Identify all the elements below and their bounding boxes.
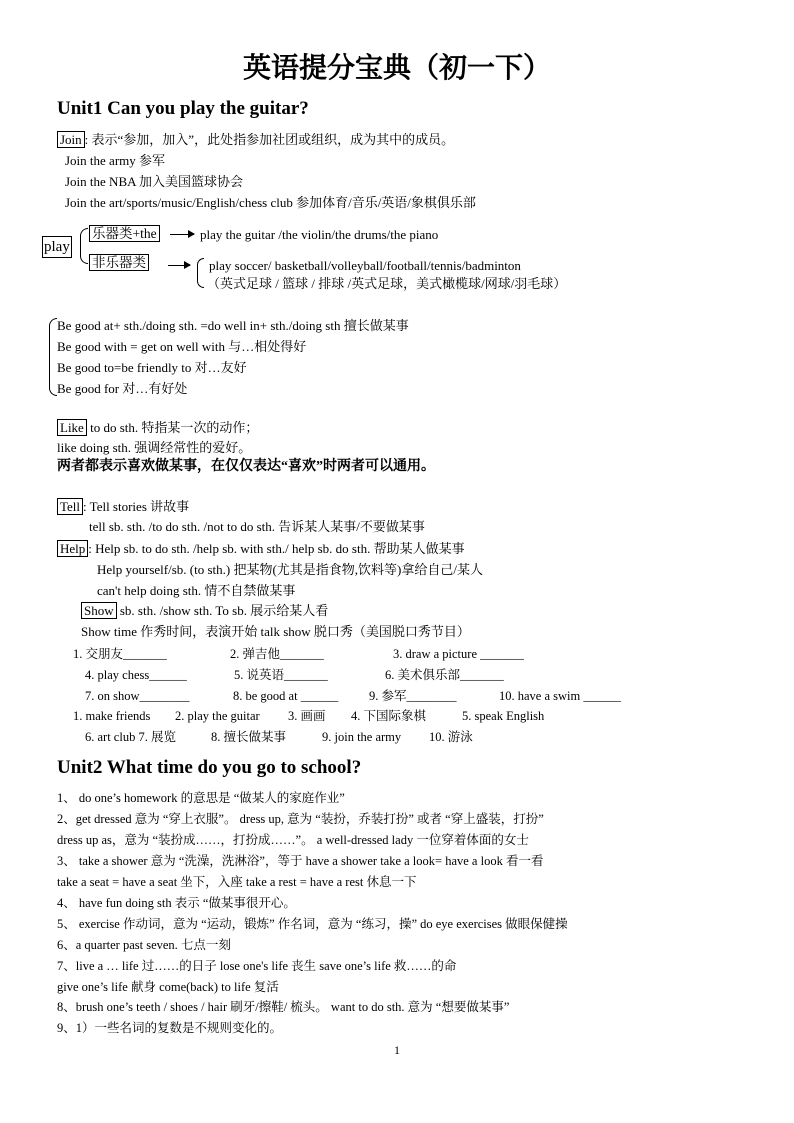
exercise-item: 9. 参军________: [369, 689, 457, 703]
be-good-brace: [49, 318, 57, 396]
join-example-3: Join the art/sports/music/English/chess club 参加体育/音乐/英语/象棋俱乐部: [65, 195, 476, 210]
join-example-2: Join the NBA 加入美国篮球协会: [65, 174, 244, 189]
be-good-line-2: Be good with = get on well with 与…相处得好: [57, 339, 307, 354]
page-number: 1: [394, 1043, 400, 1057]
help-keyword: Help: [57, 540, 88, 557]
be-good-line-4: Be good for 对…有好处: [57, 381, 188, 396]
play-sports-chinese: （英式足球 / 篮球 / 排球 /英式足球，美式橄榄球/网球/羽毛球）: [207, 276, 567, 291]
show-line-2: Show time 作秀时间，表演开始 talk show 脱口秀（美国脱口秀节目）: [81, 624, 470, 639]
exercise-item: 6. 美术俱乐部_______: [385, 668, 504, 682]
unit2-item: give one’s life 献身 come(back) to life 复活: [57, 980, 279, 994]
join-definition: : 表示“参加，加入”，此处指参加社团或组织，成为其中的成员。: [84, 132, 455, 147]
tell-line-2: tell sb. sth. /to do sth. /not to do sth. 告诉某人某事/不要做某事: [89, 519, 425, 534]
unit2-item: 9、1）一些名词的复数是不规则变化的。: [57, 1021, 283, 1035]
unit2-heading: Unit2 What time do you go to school?: [57, 757, 362, 778]
exercise-item: 8. be good at ______: [233, 689, 339, 703]
help-line-2: Help yourself/sb. (to sth.) 把某物(尤其是指食物,饮料等)拿给自己/某人: [97, 562, 484, 577]
like-summary: 两者都表示喜欢做某事，在仅仅表达“喜欢”时两者可以通用。: [57, 459, 435, 474]
exercise-item: 10. have a swim ______: [499, 689, 621, 703]
join-keyword: Join: [57, 131, 85, 148]
sports-brace: [197, 258, 204, 288]
play-keyword: play: [42, 236, 72, 258]
unit2-item: take a seat = have a seat 坐下，入座 take a rest = have a rest 休息一下: [57, 875, 417, 889]
like-keyword: Like: [57, 419, 87, 436]
show-line-1: Show sb. sth. /show sth. To sb. 展示给某人看: [81, 603, 328, 619]
play-brace: [80, 228, 88, 264]
play-sports-items: play soccer/ basketball/volleyball/football/tennis/badminton: [209, 258, 521, 273]
join-def-line: [57, 132, 454, 148]
exercise-item: 4. play chess______: [85, 668, 187, 682]
unit2-item: 2、get dressed 意为 “穿上衣服”。 dress up, 意为 “装扮，乔装打扮” 或者 “穿上盛装，打扮”: [57, 812, 544, 826]
unit2-item: 4、 have fun doing sth 表示 “做某事很开心。: [57, 896, 296, 910]
answer-item: 10. 游泳: [429, 730, 473, 744]
tell-keyword: Tell: [57, 498, 83, 515]
answer-item: 8. 擅长做某事: [211, 730, 287, 744]
answer-item: 4. 下国际象棋: [351, 709, 427, 723]
unit2-item: 5、 exercise 作动词，意为 “运动，锻炼” 作名词，意为 “练习，操” do eye exercises 做眼保健操: [57, 917, 568, 931]
like-line-2: like doing sth. 强调经常性的爱好。: [57, 440, 252, 455]
show-keyword: Show: [81, 602, 117, 619]
unit2-item: 1、 do one’s homework 的意思是 “做某人的家庭作业”: [57, 791, 345, 805]
answer-item: 6. art club 7. 展览: [85, 730, 176, 744]
exercise-item: 7. on show________: [85, 689, 190, 703]
help-line-1: Help : Help sb. to do sth. /help sb. with sth./ help sb. do sth. 帮助某人做某事: [57, 541, 465, 557]
exercise-item: 2. 弹吉他_______: [230, 647, 324, 661]
be-good-line-3: Be good to=be friendly to 对…友好: [57, 360, 247, 375]
unit2-item: 3、 take a shower 意为 “洗澡，洗淋浴”，等于 have a shower take a look= have a look 看一看: [57, 854, 544, 868]
answer-item: 9. join the army: [322, 730, 402, 744]
answer-item: 3. 画画: [288, 709, 326, 723]
exercise-item: 5. 说英语_______: [234, 668, 328, 682]
unit1-heading: Unit1 Can you play the guitar?: [57, 98, 309, 119]
be-good-line-1: Be good at+ sth./doing sth. =do well in+ sth./doing sth 擅长做某事: [57, 318, 409, 333]
unit2-item: 6、a quarter past seven. 七点一刻: [57, 938, 231, 952]
unit2-item: dress up as，意为 “装扮成……，打扮成……”。 a well-dressed lady 一位穿着体面的女士: [57, 833, 529, 847]
answer-item: 2. play the guitar: [175, 709, 260, 723]
play-instruments-items: play the guitar /the violin/the drums/the piano: [200, 227, 439, 242]
help-line-3: can't help doing sth. 情不自禁做某事: [97, 583, 296, 598]
like-line-1: Like to do sth. 特指某一次的动作；: [57, 420, 258, 436]
exercise-item: 3. draw a picture _______: [393, 647, 524, 661]
exercise-item: 1. 交朋友_______: [73, 647, 167, 661]
join-example-1: Join the army 参军: [65, 153, 166, 168]
play-category-non-instruments: 非乐器类: [89, 255, 149, 271]
tell-line-1: Tell : Tell stories 讲故事: [57, 499, 189, 515]
unit2-item: 7、live a … life 过……的日子 lose one's life 丧生 save one’s life 救……的命: [57, 959, 457, 973]
play-category-instruments: 乐器类+the: [89, 226, 160, 242]
arrow-icon: [170, 234, 194, 235]
unit2-item: 8、brush one’s teeth / shoes / hair 刷牙/擦鞋/ 梳头。 want to do sth. 意为 “想要做某事”: [57, 1000, 510, 1014]
answer-item: 5. speak English: [462, 709, 545, 723]
arrow-icon: [168, 265, 190, 266]
answer-item: 1. make friends: [73, 709, 151, 723]
page-title: 英语提分宝典（初一下）: [242, 51, 551, 84]
